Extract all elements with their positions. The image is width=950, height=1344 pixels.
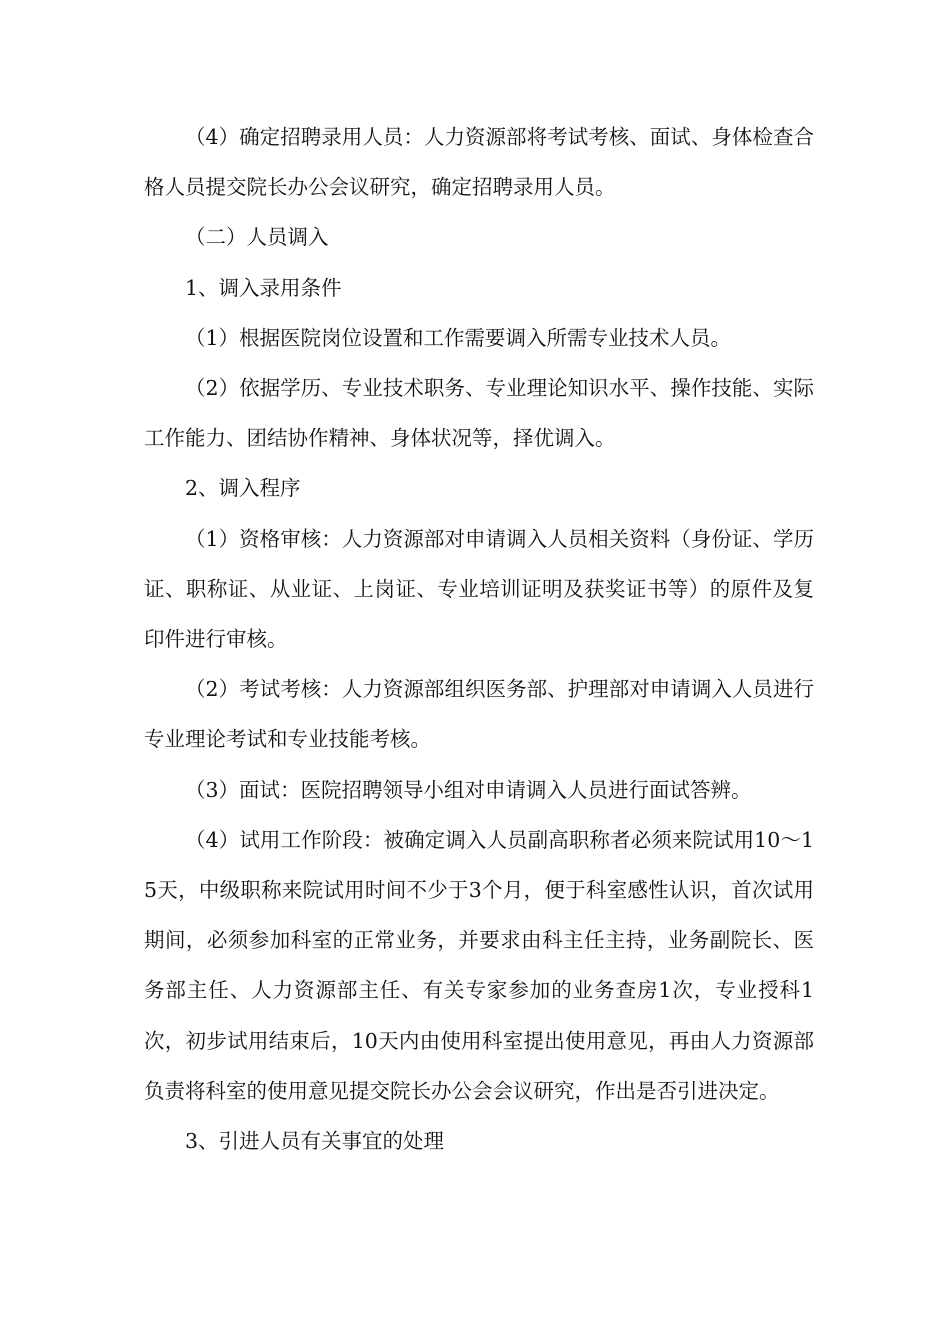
paragraph-condition-1: （1）根据医院岗位设置和工作需要调入所需专业技术人员。 (185, 325, 732, 350)
paragraph-procedure-4: （4）试用工作阶段：被确定调入人员副高职称者必须来院试用10～15天，中级职称来院试用时间不少于3个月，便于科室感性认识，首次试用期间，必须参加科室的正常业务，并要求由科主任主持，业务副院长、医务部主任、人力资源部主任、有关专家参加的业务查房1次，专业授科1次，初步试用结束后，10天内由使用科室提出使用意见，再由人力资源部负责将科室的使用意见提交院长办公会会议研究，作出是否引进决定。 (144, 827, 814, 1103)
paragraph-procedure-2: （2）考试考核：人力资源部组织医务部、护理部对申请调入人员进行专业理论考试和专业技能考核。 (144, 677, 814, 752)
subheading-handling-matters: 3、引进人员有关事宜的处理 (185, 1129, 445, 1154)
section-heading-transfer: （二）人员调入 (185, 225, 329, 250)
subheading-transfer-procedure: 2、调入程序 (185, 476, 301, 501)
paragraph-procedure-3: （3）面试：医院招聘领导小组对申请调入人员进行面试答辨。 (185, 777, 752, 802)
paragraph-procedure-1: （1）资格审核：人力资源部对申请调入人员相关资料（身份证、学历证、职称证、从业证、上岗证、专业培训证明及获奖证书等）的原件及复印件进行审核。 (144, 526, 814, 652)
subheading-transfer-conditions: 1、调入录用条件 (185, 275, 342, 300)
document-body (144, 112, 814, 1166)
paragraph-condition-2: （2）依据学历、专业技术职务、专业理论知识水平、操作技能、实际工作能力、团结协作精神、身体状况等，择优调入。 (144, 376, 814, 451)
paragraph-recruit-step-4: （4）确定招聘录用人员：人力资源部将考试考核、面试、身体检查合格人员提交院长办公会议研究，确定招聘录用人员。 (144, 125, 814, 200)
